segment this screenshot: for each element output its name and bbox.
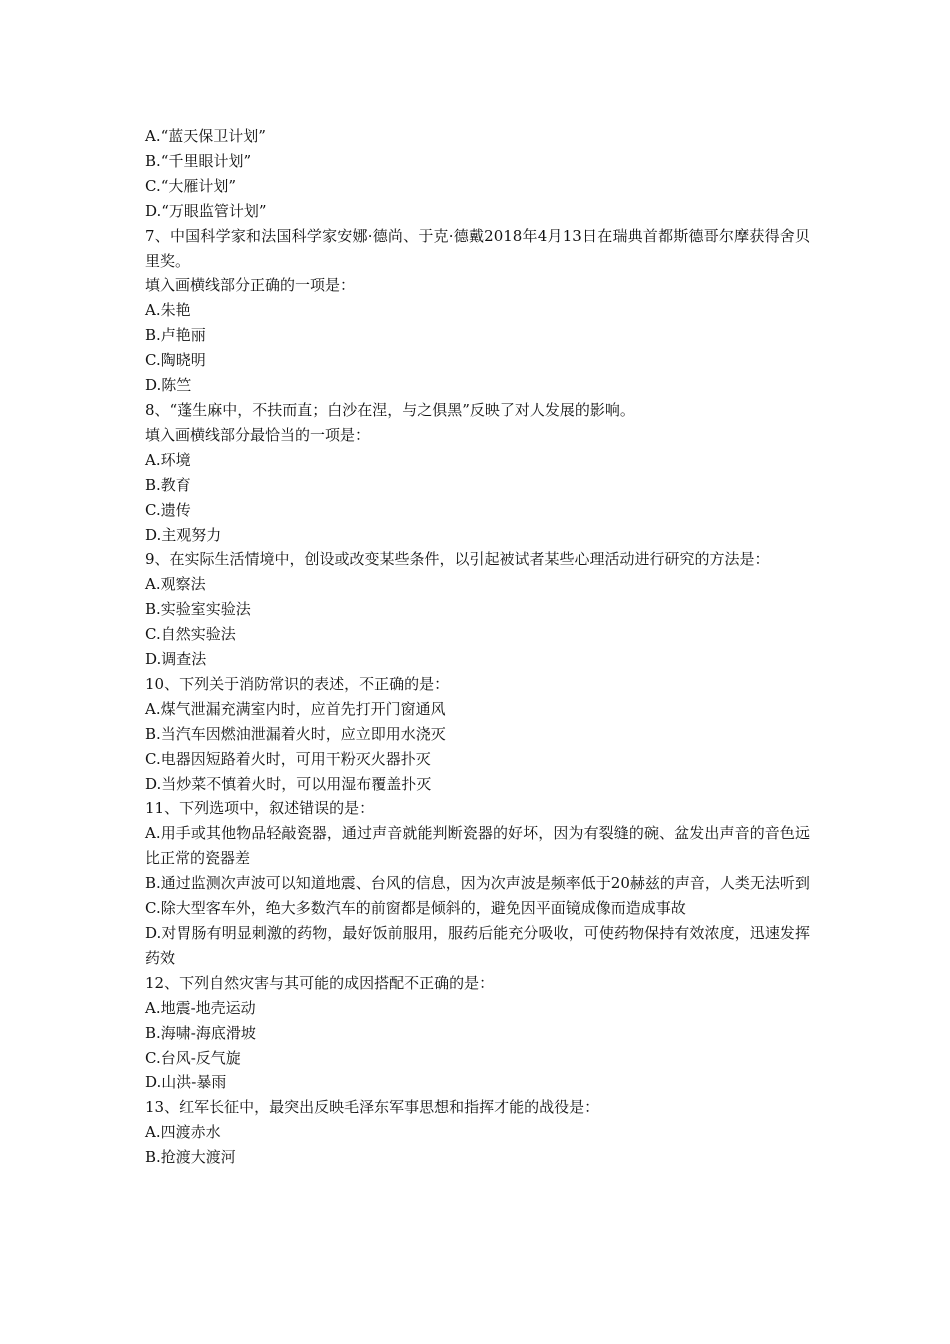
option-6d: D.“万眼监管计划” xyxy=(145,201,267,220)
option-13a: A.四渡赤水 xyxy=(145,1123,221,1142)
option-12c: C.台风-反气旋 xyxy=(145,1048,241,1067)
option-9d: D.调查法 xyxy=(145,650,207,669)
option-9c: C.自然实验法 xyxy=(145,625,236,644)
question-11-stem: 11、下列选项中，叙述错误的是： xyxy=(145,799,375,818)
question-8-instruction: 填入画横线部分最恰当的一项是： xyxy=(145,425,371,444)
option-6a: A.“蓝天保卫计划” xyxy=(145,127,266,145)
option-12b: B.海啸-海底滑坡 xyxy=(145,1023,256,1042)
option-7d: D.陈竺 xyxy=(145,376,192,395)
question-7-instruction: 填入画横线部分正确的一项是： xyxy=(145,276,356,295)
option-8d: D.主观努力 xyxy=(145,525,222,544)
option-11c: C.除大型客车外，绝大多数汽车的前窗都是倾斜的，避免因平面镜成像而造成事故 xyxy=(145,899,686,918)
question-7 xyxy=(145,224,810,398)
option-13b: B.抢渡大渡河 xyxy=(145,1148,236,1167)
option-12a: A.地震-地壳运动 xyxy=(145,998,256,1017)
question-12 xyxy=(145,971,810,1096)
option-9b: B.实验室实验法 xyxy=(145,600,251,619)
question-8 xyxy=(145,398,810,547)
option-11d: D.对胃肠有明显刺激的药物，最好饭前服用，服药后能充分吸收，可使药物保持有效浓度，迅速发挥药效 xyxy=(145,924,810,967)
option-11a: A.用手或其他物品轻敲瓷器，通过声音就能判断瓷器的好坏，因为有裂缝的碗、盆发出声音的音色远比正常的瓷器差 xyxy=(145,824,810,868)
option-11b: B.通过监测次声波可以知道地震、台风的信息，因为次声波是频率低于20赫兹的声音，人类无法听到 xyxy=(145,874,810,893)
option-10c: C.电器因短路着火时，可用干粉灭火器扑灭 xyxy=(145,749,431,768)
option-6b: B.“千里眼计划” xyxy=(145,151,252,170)
option-8c: C.遗传 xyxy=(145,500,191,519)
question-7-stem: 7、中国科学家和法国科学家安娜·德尚、于克·德戴2018年4月13日在瑞典首都斯德哥尔摩获得舍贝里奖。 xyxy=(145,226,810,270)
option-8b: B.教育 xyxy=(145,475,191,494)
option-7a: A.朱艳 xyxy=(145,301,191,320)
question-9-stem: 9、在实际生活情境中，创设或改变某些条件，以引起被试者某些心理活动进行研究的方法是： xyxy=(145,550,770,569)
question-13-stem: 13、红军长征中，最突出反映毛泽东军事思想和指挥才能的战役是： xyxy=(145,1098,600,1117)
option-7b: B.卢艳丽 xyxy=(145,326,206,345)
question-8-stem: 8、“蓬生麻中，不扶而直；白沙在涅，与之俱黑”反映了对人发展的影响。 xyxy=(145,400,635,419)
question-10-stem: 10、下列关于消防常识的表述，不正确的是： xyxy=(145,674,450,693)
option-8a: A.环境 xyxy=(145,450,191,469)
option-12d: D.山洪-暴雨 xyxy=(145,1073,227,1092)
option-7c: C.陶晓明 xyxy=(145,351,206,370)
question-12-stem: 12、下列自然灾害与其可能的成因搭配不正确的是： xyxy=(145,973,495,992)
question-10 xyxy=(145,672,810,797)
question-6-options xyxy=(145,124,810,224)
option-10b: B.当汽车因燃油泄漏着火时，应立即用水浇灭 xyxy=(145,724,446,743)
option-10a: A.煤气泄漏充满室内时，应首先打开门窗通风 xyxy=(145,699,446,718)
exam-page xyxy=(145,124,810,1170)
question-9 xyxy=(145,547,810,672)
option-9a: A.观察法 xyxy=(145,575,206,594)
question-11 xyxy=(145,796,810,970)
option-6c: C.“大雁计划” xyxy=(145,176,237,195)
question-13 xyxy=(145,1095,810,1170)
option-10d: D.当炒菜不慎着火时，可以用湿布覆盖扑灭 xyxy=(145,774,432,793)
